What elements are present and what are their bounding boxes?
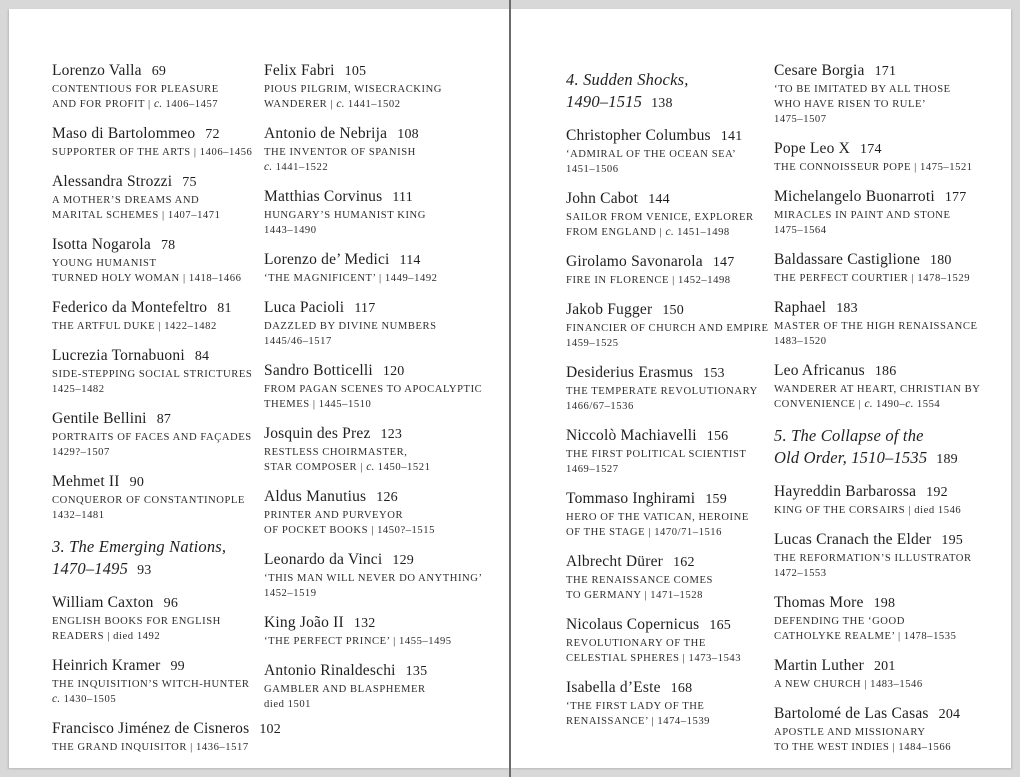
toc-entry xyxy=(566,553,782,603)
entry-person-name: Luca Pacioli xyxy=(264,299,345,316)
entry-description-line: APOSTLE AND MISSIONARY xyxy=(774,727,926,738)
toc-entry xyxy=(264,425,486,475)
entry-page-number: 69 xyxy=(151,64,167,79)
entry-description-line: TO THE WEST INDIES | 1484–1566 xyxy=(774,742,952,753)
entry-description-line: THE INVENTOR OF SPANISH xyxy=(264,147,416,158)
entry-page-number: 75 xyxy=(182,175,197,190)
entry-person-name: Federico da Montefeltro xyxy=(52,299,208,316)
section-title-text: 1490–1515 xyxy=(566,91,643,111)
entry-person-name: William Caxton xyxy=(52,594,154,611)
entry-name-line xyxy=(264,299,486,317)
entry-description-line: 1466/67–1536 xyxy=(566,401,634,412)
entry-person-name: Albrecht Dürer xyxy=(566,553,664,570)
toc-entry xyxy=(774,705,1010,755)
entry-name-line xyxy=(566,616,782,634)
entry-name-line xyxy=(52,236,262,254)
entry-description-line: CONTENTIOUS FOR PLEASURE xyxy=(52,84,219,95)
entry-person-name: Pope Leo X xyxy=(774,140,851,157)
entry-person-name: Maso di Bartolommeo xyxy=(52,125,196,142)
entry-person-name: Felix Fabri xyxy=(264,62,335,79)
toc-entry xyxy=(264,488,486,538)
entry-description-line: 1425–1482 xyxy=(52,384,105,395)
entry-description-line: OF POCKET BOOKS | 1450?–1515 xyxy=(264,525,435,536)
entry-page-number: 96 xyxy=(163,596,179,611)
section-heading-line xyxy=(774,425,1010,447)
section-number: 4. xyxy=(566,70,584,89)
section-heading-line xyxy=(566,69,782,91)
toc-entry xyxy=(52,473,262,523)
entry-page-number: 171 xyxy=(874,64,897,79)
entry-name-line xyxy=(264,662,486,680)
toc-entry xyxy=(264,188,486,238)
entry-name-line xyxy=(566,301,782,319)
entry-description-line: ‘THIS MAN WILL NEVER DO ANYTHING’ xyxy=(264,573,483,584)
toc-entry xyxy=(264,125,486,175)
section-page-number: 93 xyxy=(137,562,152,578)
entry-description-line: TO GERMANY | 1471–1528 xyxy=(566,590,703,601)
entry-description-line: 1432–1481 xyxy=(52,510,105,521)
entry-name-line xyxy=(774,140,1010,158)
entry-name-line xyxy=(774,531,1010,549)
entry-person-name: John Cabot xyxy=(566,190,639,207)
entry-description-line: HUNGARY’S HUMANIST KING xyxy=(264,210,426,221)
entry-description-line: KING OF THE CORSAIRS | died 1546 xyxy=(774,505,962,516)
entry-description-line: 1443–1490 xyxy=(264,225,317,236)
entry-name-line xyxy=(774,188,1010,206)
entry-description-line: MIRACLES IN PAINT AND STONE xyxy=(774,210,951,221)
entry-page-number: 90 xyxy=(129,475,145,490)
toc-entry xyxy=(52,62,262,112)
entry-person-name: Alessandra Strozzi xyxy=(52,173,173,190)
entry-description-line: AND FOR PROFIT | c. 1406–1457 xyxy=(52,98,219,110)
entry-description-line: WANDERER AT HEART, CHRISTIAN BY xyxy=(774,384,981,395)
entry-person-name: Lorenzo Valla xyxy=(52,62,142,79)
entry-page-number: 72 xyxy=(205,127,220,142)
entry-description-line: died 1501 xyxy=(264,699,312,710)
entry-description-line: MARITAL SCHEMES | 1407–1471 xyxy=(52,210,221,221)
toc-entry xyxy=(566,190,782,240)
entry-person-name: Tommaso Inghirami xyxy=(566,490,696,507)
entry-page-number: 156 xyxy=(706,429,729,444)
entry-description-line: WANDERER | c. 1441–1502 xyxy=(264,98,401,110)
entry-person-name: Antonio Rinaldeschi xyxy=(264,662,396,679)
section-title-text: The Collapse of the xyxy=(791,426,924,445)
entry-description-line: ‘TO BE IMITATED BY ALL THOSE xyxy=(774,84,951,95)
toc-entry xyxy=(774,251,1010,286)
toc-entry xyxy=(774,483,1010,518)
entry-name-line xyxy=(566,127,782,145)
section-title-text: 1470–1495 xyxy=(52,558,129,578)
toc-entry xyxy=(264,362,486,412)
entry-description-line: SUPPORTER OF THE ARTS | 1406–1456 xyxy=(52,147,253,158)
section-heading xyxy=(774,425,1010,470)
entry-page-number: 108 xyxy=(397,127,419,142)
entry-name-line xyxy=(264,488,486,506)
entry-person-name: Antonio de Nebrija xyxy=(264,125,388,142)
entry-page-number: 153 xyxy=(703,366,725,381)
entry-person-name: Jakob Fugger xyxy=(566,301,653,318)
toc-column-4 xyxy=(774,62,1010,768)
entry-description-line: THEMES | 1445–1510 xyxy=(264,399,372,410)
entry-name-line xyxy=(566,364,782,382)
entry-person-name: Niccolò Machiavelli xyxy=(566,427,697,444)
entry-description-line: MASTER OF THE HIGH RENAISSANCE xyxy=(774,321,978,332)
entry-description-line: THE INQUISITION’S WITCH-HUNTER xyxy=(52,679,250,690)
entry-page-number: 132 xyxy=(353,616,376,631)
entry-name-line xyxy=(774,62,1010,80)
page-gutter-divider xyxy=(509,0,511,777)
entry-description-line: THE REFORMATION’S ILLUSTRATOR xyxy=(774,553,972,564)
toc-entry xyxy=(774,188,1010,238)
entry-person-name: Christopher Columbus xyxy=(566,127,711,144)
entry-page-number: 165 xyxy=(709,618,731,633)
toc-entry xyxy=(52,657,262,707)
entry-description-line: READERS | died 1492 xyxy=(52,631,161,642)
entry-description-line: DEFENDING THE ‘GOOD xyxy=(774,616,905,627)
entry-description-line: REVOLUTIONARY OF THE xyxy=(566,638,706,649)
section-page-number: 189 xyxy=(936,451,958,467)
entry-page-number: 111 xyxy=(392,190,413,205)
entry-page-number: 84 xyxy=(194,349,210,364)
section-heading xyxy=(52,536,262,581)
entry-description-line: THE TEMPERATE REVOLUTIONARY xyxy=(566,386,758,397)
entry-description-line: CATHOLYKE REALME’ | 1478–1535 xyxy=(774,631,957,642)
entry-name-line xyxy=(774,594,1010,612)
entry-person-name: Desiderius Erasmus xyxy=(566,364,694,381)
entry-person-name: Nicolaus Copernicus xyxy=(566,616,700,633)
entry-description-line: TURNED HOLY WOMAN | 1418–1466 xyxy=(52,273,242,284)
entry-description-line: 1475–1564 xyxy=(774,225,827,236)
entry-name-line xyxy=(774,251,1010,269)
entry-page-number: 81 xyxy=(217,301,232,316)
entry-person-name: Martin Luther xyxy=(774,657,864,674)
entry-name-line xyxy=(52,173,262,191)
toc-entry xyxy=(566,127,782,177)
entry-description-line: ‘THE MAGNIFICENT’ | 1449–1492 xyxy=(264,273,438,284)
entry-description-line: 1451–1506 xyxy=(566,164,619,175)
entry-description-line: FROM ENGLAND | c. 1451–1498 xyxy=(566,226,730,238)
toc-entry xyxy=(264,662,486,712)
entry-description-line: PRINTER AND PURVEYOR xyxy=(264,510,404,521)
entry-name-line xyxy=(566,253,782,271)
entry-person-name: Isabella d’Este xyxy=(566,679,661,696)
entry-page-number: 147 xyxy=(712,255,735,270)
entry-person-name: King João II xyxy=(264,614,344,631)
entry-name-line xyxy=(52,125,262,143)
toc-entry xyxy=(566,427,782,477)
toc-entry xyxy=(264,299,486,349)
entry-page-number: 162 xyxy=(673,555,695,570)
entry-description-line: 1472–1553 xyxy=(774,568,827,579)
entry-description-line: 1475–1507 xyxy=(774,114,827,125)
entry-name-line xyxy=(566,190,782,208)
entry-description-line: ‘THE FIRST LADY OF THE xyxy=(566,701,705,712)
entry-description-line: RESTLESS CHOIRMASTER, xyxy=(264,447,408,458)
entry-description-line: c. 1441–1522 xyxy=(264,161,329,173)
entry-page-number: 204 xyxy=(938,707,961,722)
entry-page-number: 141 xyxy=(720,129,743,144)
entry-person-name: Lucrezia Tornabuoni xyxy=(52,347,185,364)
entry-name-line xyxy=(264,125,486,143)
entry-person-name: Raphael xyxy=(774,299,827,316)
entry-description-line: HERO OF THE VATICAN, HEROINE xyxy=(566,512,749,523)
entry-name-line xyxy=(774,483,1010,501)
entry-name-line xyxy=(52,473,262,491)
entry-person-name: Heinrich Kramer xyxy=(52,657,161,674)
entry-person-name: Matthias Corvinus xyxy=(264,188,383,205)
entry-person-name: Lorenzo de’ Medici xyxy=(264,251,390,268)
entry-name-line xyxy=(52,720,281,738)
toc-entry xyxy=(774,62,1010,127)
toc-entry xyxy=(52,594,262,644)
entry-description-line: CONVENIENCE | c. 1490–c. 1554 xyxy=(774,398,941,410)
entry-person-name: Lucas Cranach the Elder xyxy=(774,531,932,548)
entry-description-line: SAILOR FROM VENICE, EXPLORER xyxy=(566,212,754,223)
entry-description-line: STAR COMPOSER | c. 1450–1521 xyxy=(264,461,431,473)
toc-entry xyxy=(774,140,1010,175)
entry-person-name: Hayreddin Barbarossa xyxy=(774,483,917,500)
section-number: 5. xyxy=(774,426,792,445)
entry-description-line: CELESTIAL SPHERES | 1473–1543 xyxy=(566,653,742,664)
toc-entry xyxy=(52,299,262,334)
entry-page-number: 117 xyxy=(354,301,376,316)
toc-entry xyxy=(52,173,262,223)
entry-description-line: THE FIRST POLITICAL SCIENTIST xyxy=(566,449,747,460)
entry-person-name: Baldassare Castiglione xyxy=(774,251,921,268)
entry-description-line: FIRE IN FLORENCE | 1452–1498 xyxy=(566,275,731,286)
entry-name-line xyxy=(566,427,782,445)
entry-description-line: SIDE-STEPPING SOCIAL STRICTURES xyxy=(52,369,253,380)
entry-description-line: PORTRAITS OF FACES AND FAÇADES xyxy=(52,432,252,443)
entry-description-line: ENGLISH BOOKS FOR ENGLISH xyxy=(52,616,221,627)
section-heading-line xyxy=(52,558,262,582)
entry-description-line: 1429?–1507 xyxy=(52,447,110,458)
entry-name-line xyxy=(774,705,1010,723)
toc-entry xyxy=(774,362,1010,412)
toc-entry xyxy=(774,299,1010,349)
entry-name-line xyxy=(52,299,262,317)
entry-name-line xyxy=(264,425,486,443)
entry-person-name: Francisco Jiménez de Cisneros xyxy=(52,720,250,737)
entry-page-number: 87 xyxy=(156,412,172,427)
entry-page-number: 201 xyxy=(873,659,896,674)
entry-page-number: 135 xyxy=(405,664,428,679)
entry-person-name: Bartolomé de Las Casas xyxy=(774,705,929,722)
entry-name-line xyxy=(264,188,486,206)
entry-page-number: 123 xyxy=(380,427,403,442)
toc-entry xyxy=(774,531,1010,581)
entry-description-line: c. 1430–1505 xyxy=(52,693,117,705)
toc-entry xyxy=(52,720,281,755)
entry-page-number: 159 xyxy=(705,492,727,507)
entry-description-line: YOUNG HUMANIST xyxy=(52,258,157,269)
section-heading-line xyxy=(566,91,782,115)
section-heading-line xyxy=(774,447,1010,471)
toc-entry xyxy=(52,125,262,160)
entry-description-line: FROM PAGAN SCENES TO APOCALYPTIC xyxy=(264,384,483,395)
entry-name-line xyxy=(774,657,1010,675)
section-page-number: 138 xyxy=(651,95,673,111)
entry-page-number: 183 xyxy=(836,301,858,316)
entry-person-name: Michelangelo Buonarroti xyxy=(774,188,935,205)
entry-description-line: THE GRAND INQUISITOR | 1436–1517 xyxy=(52,742,249,753)
entry-description-line: WHO HAVE RISEN TO RULE’ xyxy=(774,99,927,110)
entry-description-line: THE PERFECT COURTIER | 1478–1529 xyxy=(774,273,971,284)
section-title-text: Old Order, 1510–1535 xyxy=(774,447,928,467)
section-title-text: The Emerging Nations, xyxy=(69,537,227,556)
entry-description-line: PIOUS PILGRIM, WISECRACKING xyxy=(264,84,442,95)
section-number: 3. xyxy=(52,537,70,556)
toc-entry xyxy=(264,62,486,112)
entry-name-line xyxy=(52,657,262,675)
entry-page-number: 144 xyxy=(648,192,670,207)
entry-page-number: 198 xyxy=(873,596,896,611)
entry-name-line xyxy=(52,62,262,80)
entry-name-line xyxy=(264,251,486,269)
entry-description-line: 1469–1527 xyxy=(566,464,619,475)
entry-description-line: A MOTHER’S DREAMS AND xyxy=(52,195,200,206)
toc-entry xyxy=(52,410,262,460)
toc-entry xyxy=(566,301,782,351)
entry-description-line: ‘ADMIRAL OF THE OCEAN SEA’ xyxy=(566,149,737,160)
entry-person-name: Aldus Manutius xyxy=(264,488,367,505)
toc-entry xyxy=(566,679,782,729)
entry-page-number: 114 xyxy=(399,253,421,268)
entry-description-line: FINANCIER OF CHURCH AND EMPIRE xyxy=(566,323,769,334)
toc-entry xyxy=(566,490,782,540)
entry-page-number: 120 xyxy=(382,364,405,379)
entry-description-line: A NEW CHURCH | 1483–1546 xyxy=(774,679,923,690)
toc-entry xyxy=(52,347,262,397)
entry-description-line: OF THE STAGE | 1470/71–1516 xyxy=(566,527,723,538)
entry-description-line: THE RENAISSANCE COMES xyxy=(566,575,713,586)
toc-column-2 xyxy=(264,62,486,725)
toc-entry xyxy=(774,657,1010,692)
entry-description-line: THE CONNOISSEUR POPE | 1475–1521 xyxy=(774,162,973,173)
entry-name-line xyxy=(566,679,782,697)
entry-person-name: Josquin des Prez xyxy=(264,425,371,442)
toc-entry xyxy=(264,551,486,601)
entry-name-line xyxy=(52,410,262,428)
entry-page-number: 180 xyxy=(930,253,952,268)
entry-description-line: 1445/46–1517 xyxy=(264,336,332,347)
toc-entry xyxy=(566,253,782,288)
entry-description-line: THE ARTFUL DUKE | 1422–1482 xyxy=(52,321,217,332)
entry-description-line: GAMBLER AND BLASPHEMER xyxy=(264,684,426,695)
section-heading xyxy=(566,69,782,114)
toc-column-1 xyxy=(52,62,281,768)
entry-person-name: Leonardo da Vinci xyxy=(264,551,383,568)
entry-person-name: Gentile Bellini xyxy=(52,410,147,427)
entry-name-line xyxy=(264,551,486,569)
entry-page-number: 102 xyxy=(259,722,281,737)
entry-name-line xyxy=(264,362,486,380)
entry-person-name: Thomas More xyxy=(774,594,864,611)
entry-page-number: 105 xyxy=(344,64,367,79)
entry-page-number: 150 xyxy=(662,303,684,318)
entry-name-line xyxy=(774,362,1010,380)
toc-column-3 xyxy=(566,62,782,742)
entry-page-number: 126 xyxy=(376,490,398,505)
entry-person-name: Isotta Nogarola xyxy=(52,236,151,253)
toc-entry xyxy=(774,594,1010,644)
entry-page-number: 186 xyxy=(874,364,897,379)
section-heading-line xyxy=(52,536,262,558)
entry-person-name: Cesare Borgia xyxy=(774,62,865,79)
entry-page-number: 168 xyxy=(670,681,693,696)
entry-description-line: ‘THE PERFECT PRINCE’ | 1455–1495 xyxy=(264,636,452,647)
entry-name-line xyxy=(264,62,486,80)
entry-person-name: Girolamo Savonarola xyxy=(566,253,703,270)
entry-person-name: Mehmet II xyxy=(52,473,120,490)
entry-description-line: RENAISSANCE’ | 1474–1539 xyxy=(566,716,711,727)
entry-description-line: CONQUEROR OF CONSTANTINOPLE xyxy=(52,495,245,506)
entry-page-number: 78 xyxy=(160,238,176,253)
entry-name-line xyxy=(52,347,262,365)
entry-page-number: 177 xyxy=(944,190,967,205)
entry-page-number: 99 xyxy=(170,659,185,674)
section-title-text: Sudden Shocks, xyxy=(583,70,689,89)
entry-person-name: Leo Africanus xyxy=(774,362,865,379)
entry-name-line xyxy=(52,594,262,612)
entry-page-number: 129 xyxy=(392,553,415,568)
toc-entry xyxy=(264,251,486,286)
entry-page-number: 174 xyxy=(860,142,882,157)
toc-entry xyxy=(52,236,262,286)
entry-name-line xyxy=(264,614,486,632)
entry-description-line: 1452–1519 xyxy=(264,588,317,599)
entry-person-name: Sandro Botticelli xyxy=(264,362,373,379)
entry-name-line xyxy=(566,553,782,571)
entry-page-number: 192 xyxy=(926,485,948,500)
entry-name-line xyxy=(774,299,1010,317)
entry-description-line: 1483–1520 xyxy=(774,336,827,347)
toc-entry xyxy=(566,364,782,414)
entry-description-line: DAZZLED BY DIVINE NUMBERS xyxy=(264,321,437,332)
toc-entry xyxy=(566,616,782,666)
toc-entry xyxy=(264,614,486,649)
entry-name-line xyxy=(566,490,782,508)
entry-description-line: 1459–1525 xyxy=(566,338,619,349)
entry-page-number: 195 xyxy=(941,533,963,548)
